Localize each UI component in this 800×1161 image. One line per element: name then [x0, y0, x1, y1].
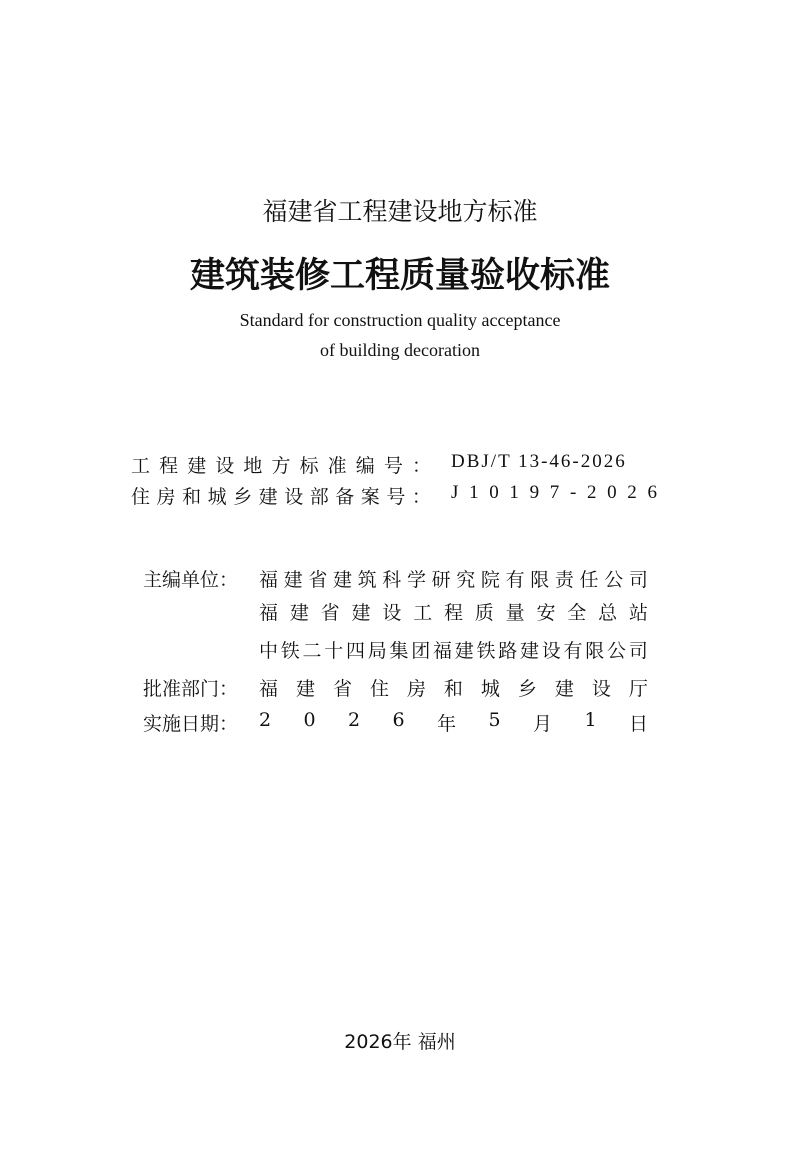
chief-editor-row-3	[143, 636, 648, 663]
english-title-line1: Standard for construction quality acceptance	[239, 310, 561, 330]
approval-department: 福 建 省 住 房 和 城 乡 建 设 厅	[259, 678, 648, 700]
effective-date-row	[143, 709, 648, 736]
filing-number-row	[131, 482, 659, 509]
chief-editor-2: 福 建 省 建 设 工 程 质 量 安 全 总 站	[259, 602, 648, 624]
standard-series: 福建省工程建设地方标准	[262, 197, 538, 226]
standard-number-row	[131, 451, 659, 478]
standard-number: DBJ/T 13-46-2026	[451, 451, 627, 472]
filing-number-label: 住 房 和 城 乡 建 设 部 备 案 号 ：	[131, 486, 431, 508]
chief-editor-row	[143, 565, 648, 592]
document-title: 建筑装修工程质量验收标准	[189, 256, 610, 296]
chief-editor-3: 中 铁 二 十 四 局 集 团 福 建 铁 路 建 设 有 限 公 司	[259, 640, 648, 662]
approval-row	[143, 674, 648, 701]
publication-year-place: 2026年 福州	[344, 1031, 456, 1053]
chief-editor-1: 福 建 省 建 筑 科 学 研 究 院 有 限 责 任 公 司	[259, 569, 648, 591]
chief-editor-row-2	[143, 598, 648, 625]
filing-number: J 1 0 1 9 7 - 2 0 2 6	[451, 482, 659, 503]
effective-date-label: 实施日期：	[143, 713, 239, 735]
standard-number-label: 工 程 建 设 地 方 标 准 编 号 ：	[131, 455, 431, 477]
effective-date: 2 0 2 6 年 5 月 1 日	[259, 709, 648, 735]
chief-editor-label: 主编单位：	[143, 569, 239, 591]
approval-label: 批准部门：	[143, 678, 239, 700]
english-title-line2: of building decoration	[320, 340, 480, 360]
